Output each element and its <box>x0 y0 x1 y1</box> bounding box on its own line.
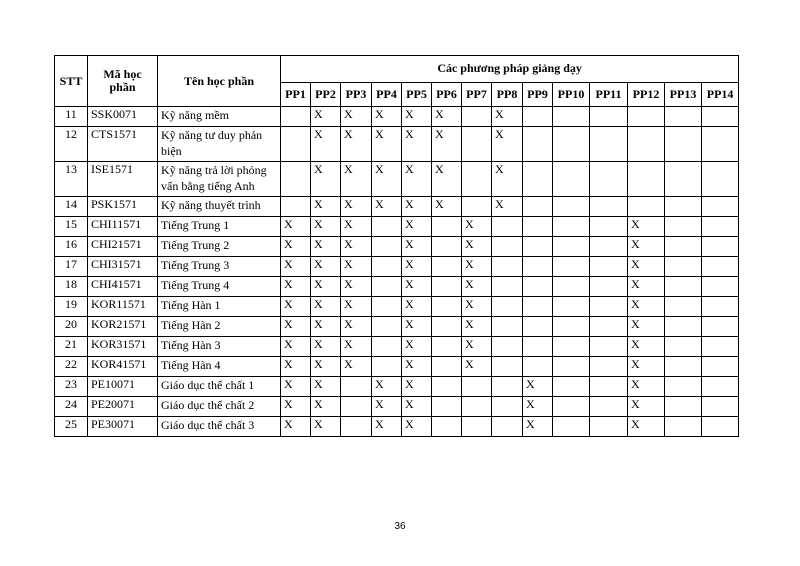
method-mark-pp4: X <box>372 417 402 437</box>
method-mark-pp4 <box>372 217 402 237</box>
method-mark-pp6: X <box>432 162 462 197</box>
table-row <box>55 317 739 337</box>
method-mark-pp9 <box>523 277 553 297</box>
method-mark-pp14 <box>702 217 739 237</box>
method-mark-pp10 <box>553 297 590 317</box>
method-mark-pp14 <box>702 237 739 257</box>
method-mark-pp10 <box>553 107 590 127</box>
method-mark-pp5: X <box>402 107 432 127</box>
row-course-name: Giáo dục thể chất 1 <box>158 377 281 397</box>
method-mark-pp8: X <box>492 162 523 197</box>
method-mark-pp12 <box>628 162 665 197</box>
table-row <box>55 417 739 437</box>
method-mark-pp12 <box>628 127 665 162</box>
method-mark-pp12: X <box>628 297 665 317</box>
method-mark-pp4 <box>372 357 402 377</box>
header-method-pp6: PP6 <box>432 82 462 106</box>
table-row <box>55 162 739 197</box>
method-mark-pp14 <box>702 107 739 127</box>
method-mark-pp12: X <box>628 417 665 437</box>
method-mark-pp11 <box>590 297 628 317</box>
method-mark-pp2: X <box>311 237 341 257</box>
table-row <box>55 107 739 127</box>
method-mark-pp2: X <box>311 127 341 162</box>
method-mark-pp8: X <box>492 197 523 217</box>
method-mark-pp1: X <box>281 377 311 397</box>
method-mark-pp13 <box>665 162 702 197</box>
method-mark-pp10 <box>553 217 590 237</box>
method-mark-pp8 <box>492 317 523 337</box>
method-mark-pp10 <box>553 127 590 162</box>
method-mark-pp8 <box>492 377 523 397</box>
method-mark-pp1: X <box>281 277 311 297</box>
method-mark-pp9 <box>523 357 553 377</box>
method-mark-pp7: X <box>462 237 492 257</box>
method-mark-pp8 <box>492 237 523 257</box>
method-mark-pp4 <box>372 277 402 297</box>
row-course-code: CHI41571 <box>88 277 158 297</box>
method-mark-pp12: X <box>628 357 665 377</box>
method-mark-pp11 <box>590 257 628 277</box>
table-row <box>55 197 739 217</box>
row-course-code: PE30071 <box>88 417 158 437</box>
method-mark-pp6 <box>432 237 462 257</box>
method-mark-pp3: X <box>341 127 372 162</box>
row-course-code: KOR21571 <box>88 317 158 337</box>
row-course-code: PSK1571 <box>88 197 158 217</box>
method-mark-pp9 <box>523 317 553 337</box>
method-mark-pp7: X <box>462 297 492 317</box>
method-mark-pp2: X <box>311 317 341 337</box>
header-method-pp3: PP3 <box>341 82 372 106</box>
method-mark-pp6 <box>432 337 462 357</box>
row-stt: 21 <box>55 337 88 357</box>
method-mark-pp7 <box>462 197 492 217</box>
method-mark-pp14 <box>702 277 739 297</box>
method-mark-pp7: X <box>462 337 492 357</box>
method-mark-pp14 <box>702 377 739 397</box>
method-mark-pp3: X <box>341 297 372 317</box>
method-mark-pp7: X <box>462 257 492 277</box>
method-mark-pp9 <box>523 127 553 162</box>
method-mark-pp11 <box>590 377 628 397</box>
method-mark-pp3: X <box>341 277 372 297</box>
method-mark-pp6: X <box>432 197 462 217</box>
method-mark-pp10 <box>553 197 590 217</box>
method-mark-pp11 <box>590 357 628 377</box>
method-mark-pp9: X <box>523 377 553 397</box>
method-mark-pp14 <box>702 317 739 337</box>
method-mark-pp2: X <box>311 417 341 437</box>
method-mark-pp10 <box>553 257 590 277</box>
method-mark-pp12: X <box>628 237 665 257</box>
row-stt: 14 <box>55 197 88 217</box>
method-mark-pp7 <box>462 377 492 397</box>
method-mark-pp1: X <box>281 237 311 257</box>
method-mark-pp4: X <box>372 107 402 127</box>
method-mark-pp1: X <box>281 417 311 437</box>
method-mark-pp1 <box>281 127 311 162</box>
method-mark-pp5: X <box>402 237 432 257</box>
method-mark-pp11 <box>590 162 628 197</box>
method-mark-pp14 <box>702 417 739 437</box>
method-mark-pp1 <box>281 197 311 217</box>
row-stt: 12 <box>55 127 88 162</box>
method-mark-pp10 <box>553 357 590 377</box>
method-mark-pp6 <box>432 357 462 377</box>
method-mark-pp13 <box>665 107 702 127</box>
method-mark-pp5: X <box>402 417 432 437</box>
table-row <box>55 237 739 257</box>
method-mark-pp5: X <box>402 217 432 237</box>
header-method-pp7: PP7 <box>462 82 492 106</box>
method-mark-pp3: X <box>341 337 372 357</box>
method-mark-pp3: X <box>341 317 372 337</box>
method-mark-pp7 <box>462 107 492 127</box>
method-mark-pp6: X <box>432 127 462 162</box>
method-mark-pp14 <box>702 257 739 277</box>
method-mark-pp6 <box>432 217 462 237</box>
method-mark-pp11 <box>590 337 628 357</box>
method-mark-pp3: X <box>341 197 372 217</box>
method-mark-pp7: X <box>462 277 492 297</box>
table-row <box>55 337 739 357</box>
method-mark-pp6 <box>432 397 462 417</box>
method-mark-pp1: X <box>281 297 311 317</box>
method-mark-pp4: X <box>372 127 402 162</box>
method-mark-pp13 <box>665 317 702 337</box>
row-course-name: Tiếng Trung 4 <box>158 277 281 297</box>
table-row <box>55 127 739 162</box>
method-mark-pp12: X <box>628 377 665 397</box>
row-stt: 22 <box>55 357 88 377</box>
method-mark-pp3: X <box>341 237 372 257</box>
method-mark-pp4: X <box>372 162 402 197</box>
method-mark-pp12: X <box>628 397 665 417</box>
row-stt: 11 <box>55 107 88 127</box>
header-method-pp4: PP4 <box>372 82 402 106</box>
row-course-name: Tiếng Hàn 2 <box>158 317 281 337</box>
row-course-code: KOR31571 <box>88 337 158 357</box>
method-mark-pp6 <box>432 297 462 317</box>
method-mark-pp9 <box>523 257 553 277</box>
method-mark-pp12: X <box>628 217 665 237</box>
method-mark-pp1 <box>281 107 311 127</box>
row-course-code: CHI11571 <box>88 217 158 237</box>
method-mark-pp1: X <box>281 357 311 377</box>
row-stt: 18 <box>55 277 88 297</box>
method-mark-pp8 <box>492 397 523 417</box>
method-mark-pp9 <box>523 217 553 237</box>
method-mark-pp3: X <box>341 162 372 197</box>
method-mark-pp13 <box>665 197 702 217</box>
method-mark-pp7: X <box>462 217 492 237</box>
method-mark-pp4 <box>372 237 402 257</box>
method-mark-pp13 <box>665 397 702 417</box>
page-number: 36 <box>394 521 406 532</box>
method-mark-pp10 <box>553 397 590 417</box>
method-mark-pp5: X <box>402 127 432 162</box>
row-stt: 19 <box>55 297 88 317</box>
method-mark-pp3 <box>341 377 372 397</box>
method-mark-pp8 <box>492 357 523 377</box>
method-mark-pp2: X <box>311 162 341 197</box>
method-mark-pp4 <box>372 257 402 277</box>
method-mark-pp10 <box>553 337 590 357</box>
row-course-code: SSK0071 <box>88 107 158 127</box>
row-course-name: Tiếng Hàn 3 <box>158 337 281 357</box>
method-mark-pp8 <box>492 257 523 277</box>
row-course-name: Kỹ năng trả lời phỏng vấn bằng tiếng Anh <box>158 162 281 197</box>
method-mark-pp8 <box>492 297 523 317</box>
row-course-code: KOR41571 <box>88 357 158 377</box>
method-mark-pp4: X <box>372 397 402 417</box>
row-course-name: Tiếng Trung 3 <box>158 257 281 277</box>
row-stt: 20 <box>55 317 88 337</box>
method-mark-pp9: X <box>523 397 553 417</box>
table-row <box>55 397 739 417</box>
row-stt: 15 <box>55 217 88 237</box>
method-mark-pp1: X <box>281 397 311 417</box>
row-course-code: CHI31571 <box>88 257 158 277</box>
method-mark-pp12: X <box>628 317 665 337</box>
method-mark-pp14 <box>702 162 739 197</box>
method-mark-pp13 <box>665 337 702 357</box>
method-mark-pp13 <box>665 357 702 377</box>
method-mark-pp6: X <box>432 107 462 127</box>
table-row <box>55 217 739 237</box>
method-mark-pp9: X <box>523 417 553 437</box>
method-mark-pp3: X <box>341 257 372 277</box>
method-mark-pp13 <box>665 377 702 397</box>
row-course-name: Kỹ năng thuyết trình <box>158 197 281 217</box>
row-course-code: CHI21571 <box>88 237 158 257</box>
header-method-pp8: PP8 <box>492 82 523 106</box>
method-mark-pp14 <box>702 297 739 317</box>
method-mark-pp5: X <box>402 297 432 317</box>
method-mark-pp8: X <box>492 127 523 162</box>
method-mark-pp3 <box>341 417 372 437</box>
row-course-name: Giáo dục thể chất 2 <box>158 397 281 417</box>
row-stt: 23 <box>55 377 88 397</box>
method-mark-pp13 <box>665 277 702 297</box>
row-course-name: Tiếng Hàn 4 <box>158 357 281 377</box>
method-mark-pp5: X <box>402 337 432 357</box>
method-mark-pp11 <box>590 417 628 437</box>
header-method-pp10: PP10 <box>553 82 590 106</box>
row-course-name: Tiếng Trung 1 <box>158 217 281 237</box>
row-stt: 25 <box>55 417 88 437</box>
method-mark-pp2: X <box>311 257 341 277</box>
method-mark-pp11 <box>590 277 628 297</box>
method-mark-pp2: X <box>311 337 341 357</box>
method-mark-pp2: X <box>311 197 341 217</box>
row-course-name: Tiếng Trung 2 <box>158 237 281 257</box>
header-method-pp9: PP9 <box>523 82 553 106</box>
row-course-name: Kỹ năng tư duy phản biện <box>158 127 281 162</box>
method-mark-pp5: X <box>402 377 432 397</box>
row-course-name: Kỹ năng mềm <box>158 107 281 127</box>
method-mark-pp13 <box>665 217 702 237</box>
method-mark-pp5: X <box>402 397 432 417</box>
method-mark-pp4: X <box>372 197 402 217</box>
method-mark-pp14 <box>702 357 739 377</box>
table-row <box>55 357 739 377</box>
method-mark-pp1 <box>281 162 311 197</box>
method-mark-pp5: X <box>402 277 432 297</box>
method-mark-pp8 <box>492 217 523 237</box>
header-teaching-methods: Các phương pháp giảng dạy <box>281 56 739 83</box>
header-method-pp13: PP13 <box>665 82 702 106</box>
method-mark-pp2: X <box>311 217 341 237</box>
method-mark-pp10 <box>553 162 590 197</box>
row-course-code: KOR11571 <box>88 297 158 317</box>
method-mark-pp7 <box>462 417 492 437</box>
method-mark-pp14 <box>702 127 739 162</box>
method-mark-pp2: X <box>311 397 341 417</box>
method-mark-pp9 <box>523 237 553 257</box>
method-mark-pp4 <box>372 317 402 337</box>
method-mark-pp1: X <box>281 337 311 357</box>
method-mark-pp4: X <box>372 377 402 397</box>
method-mark-pp7 <box>462 162 492 197</box>
method-mark-pp8 <box>492 337 523 357</box>
method-mark-pp11 <box>590 127 628 162</box>
method-mark-pp12 <box>628 107 665 127</box>
method-mark-pp7 <box>462 397 492 417</box>
method-mark-pp11 <box>590 237 628 257</box>
method-mark-pp3: X <box>341 217 372 237</box>
header-method-pp5: PP5 <box>402 82 432 106</box>
method-mark-pp10 <box>553 377 590 397</box>
method-mark-pp6 <box>432 257 462 277</box>
method-mark-pp11 <box>590 107 628 127</box>
header-course-code: Mã học phần <box>88 56 158 107</box>
method-mark-pp11 <box>590 197 628 217</box>
header-method-pp14: PP14 <box>702 82 739 106</box>
row-stt: 24 <box>55 397 88 417</box>
method-mark-pp7: X <box>462 357 492 377</box>
header-stt: STT <box>55 56 88 107</box>
row-course-name: Giáo dục thể chất 3 <box>158 417 281 437</box>
row-course-code: PE20071 <box>88 397 158 417</box>
method-mark-pp13 <box>665 257 702 277</box>
method-mark-pp2: X <box>311 107 341 127</box>
method-mark-pp13 <box>665 297 702 317</box>
method-mark-pp6 <box>432 317 462 337</box>
method-mark-pp9 <box>523 337 553 357</box>
method-mark-pp11 <box>590 317 628 337</box>
method-mark-pp5: X <box>402 317 432 337</box>
method-mark-pp11 <box>590 217 628 237</box>
method-mark-pp4 <box>372 337 402 357</box>
method-mark-pp5: X <box>402 357 432 377</box>
method-mark-pp9 <box>523 197 553 217</box>
row-stt: 13 <box>55 162 88 197</box>
method-mark-pp6 <box>432 417 462 437</box>
method-mark-pp6 <box>432 277 462 297</box>
table-row <box>55 257 739 277</box>
method-mark-pp13 <box>665 127 702 162</box>
method-mark-pp1: X <box>281 317 311 337</box>
method-mark-pp12 <box>628 197 665 217</box>
row-stt: 16 <box>55 237 88 257</box>
method-mark-pp10 <box>553 277 590 297</box>
table-row <box>55 277 739 297</box>
row-course-code: ISE1571 <box>88 162 158 197</box>
method-mark-pp14 <box>702 397 739 417</box>
header-method-pp11: PP11 <box>590 82 628 106</box>
method-mark-pp9 <box>523 162 553 197</box>
method-mark-pp11 <box>590 397 628 417</box>
method-mark-pp12: X <box>628 257 665 277</box>
method-mark-pp6 <box>432 377 462 397</box>
method-mark-pp9 <box>523 107 553 127</box>
method-mark-pp2: X <box>311 297 341 317</box>
row-stt: 17 <box>55 257 88 277</box>
header-course-name: Tên học phần <box>158 56 281 107</box>
method-mark-pp3: X <box>341 107 372 127</box>
teaching-methods-table <box>54 55 739 437</box>
method-mark-pp12: X <box>628 277 665 297</box>
method-mark-pp7 <box>462 127 492 162</box>
method-mark-pp5: X <box>402 197 432 217</box>
method-mark-pp14 <box>702 337 739 357</box>
method-mark-pp3 <box>341 397 372 417</box>
method-mark-pp5: X <box>402 162 432 197</box>
row-course-code: PE10071 <box>88 377 158 397</box>
method-mark-pp3: X <box>341 357 372 377</box>
method-mark-pp4 <box>372 297 402 317</box>
table-row <box>55 377 739 397</box>
method-mark-pp14 <box>702 197 739 217</box>
method-mark-pp10 <box>553 417 590 437</box>
method-mark-pp13 <box>665 417 702 437</box>
method-mark-pp8 <box>492 417 523 437</box>
header-method-pp2: PP2 <box>311 82 341 106</box>
method-mark-pp13 <box>665 237 702 257</box>
method-mark-pp2: X <box>311 377 341 397</box>
method-mark-pp1: X <box>281 217 311 237</box>
table-row <box>55 297 739 317</box>
row-course-code: CTS1571 <box>88 127 158 162</box>
method-mark-pp8: X <box>492 107 523 127</box>
method-mark-pp9 <box>523 297 553 317</box>
method-mark-pp10 <box>553 317 590 337</box>
method-mark-pp2: X <box>311 357 341 377</box>
row-course-name: Tiếng Hàn 1 <box>158 297 281 317</box>
method-mark-pp10 <box>553 237 590 257</box>
method-mark-pp2: X <box>311 277 341 297</box>
method-mark-pp8 <box>492 277 523 297</box>
method-mark-pp7: X <box>462 317 492 337</box>
header-method-pp12: PP12 <box>628 82 665 106</box>
method-mark-pp5: X <box>402 257 432 277</box>
method-mark-pp12: X <box>628 337 665 357</box>
header-method-pp1: PP1 <box>281 82 311 106</box>
method-mark-pp1: X <box>281 257 311 277</box>
